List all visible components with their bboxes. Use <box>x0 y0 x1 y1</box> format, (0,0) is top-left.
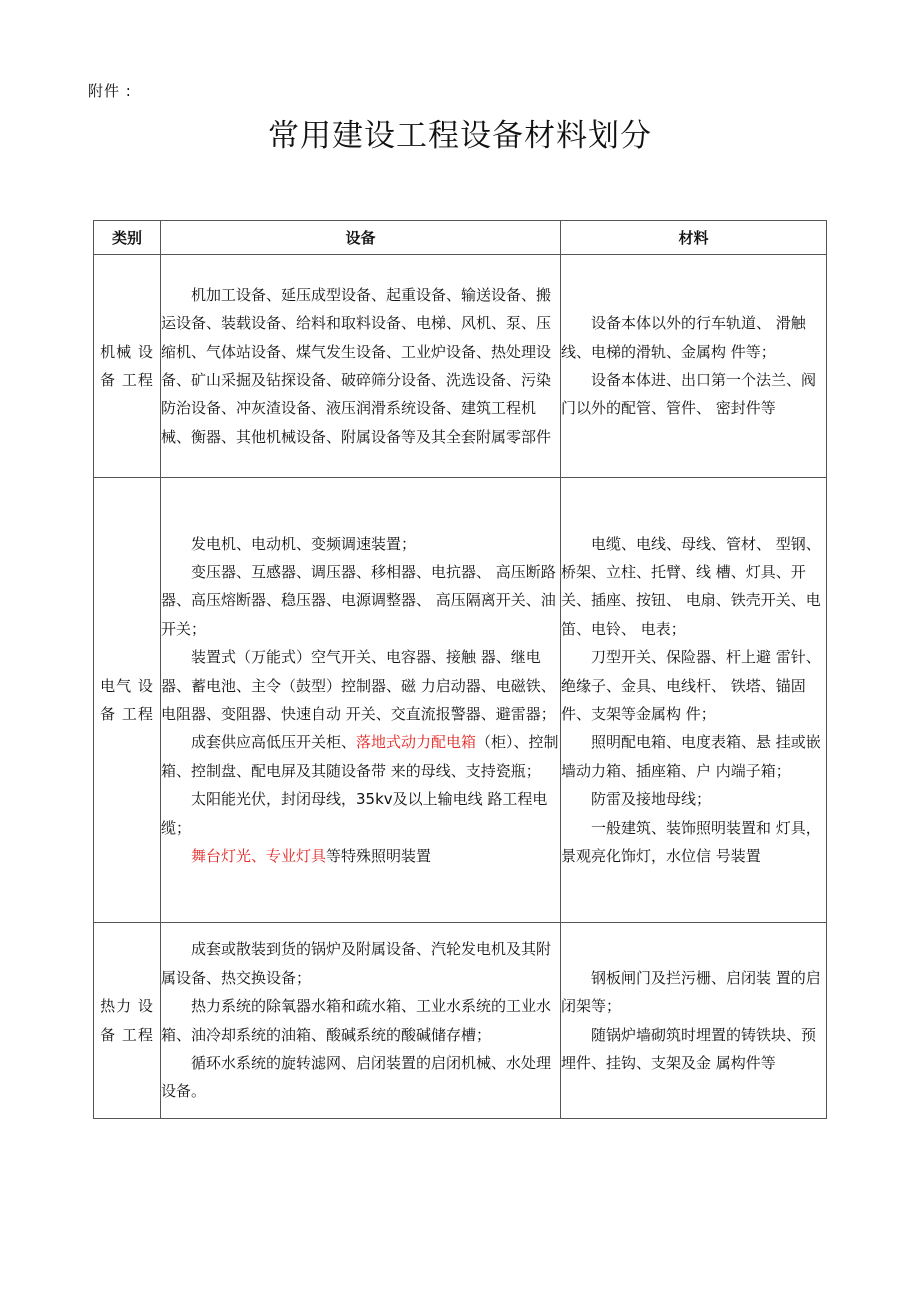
attachment-label: 附件 : <box>88 82 132 100</box>
header-category: 类别 <box>94 221 161 255</box>
materials-paragraph: 刀型开关、保险器、杆上避 雷针、绝缘子、金具、电线杆、 铁塔、锚固件、支架等金属构 件； <box>561 648 821 723</box>
equipment-text: 成套供应高低压开关柜、 <box>191 733 357 752</box>
category-cell <box>94 255 161 478</box>
category-cell <box>94 478 161 923</box>
equipment-paragraph: 机加工设备、延压成型设备、起重设备、输送设备、搬运设备、装载设备、给料和取料设备、电梯、风机、泵、压缩机、气体站设备、煤气发生设备、工业炉设备、热处理设备、矿山采掘及钻探设备、破碎筛分设备、洗选设备、污染防治设备、冲灰渣设备、液压润滑系统设备、建筑工程机械、衡器、其他机械设备、附属设备等及其全套附属零部件 <box>161 285 552 446</box>
equipment-paragraph: 循环水系统的旋转滤网、启闭装置的启闭机械、水处理设备。 <box>161 1053 552 1101</box>
table-row-thermal <box>94 923 827 1119</box>
equipment-paragraph-switchgear <box>161 728 560 785</box>
highlighted-text: 舞台灯光、专业灯具 <box>191 847 327 866</box>
materials-cell <box>561 255 827 478</box>
materials-paragraph: 设备本体进、出口第一个法兰、阀门以外的配管、管件、 密封件等 <box>561 371 817 418</box>
materials-paragraph: 一般建筑、装饰照明装置和 灯具，景观亮化饰灯，水位信 号装置 <box>561 818 821 866</box>
table-header-row <box>94 221 827 255</box>
materials-paragraph: 随锅炉墙砌筑时埋置的铸铁块、预埋件、挂钩、支架及金 属构件等 <box>561 1025 817 1072</box>
category-line: 备 工程 <box>100 371 154 389</box>
table-row-mechanical <box>94 255 827 478</box>
highlighted-text: 落地式动力配电箱 <box>356 733 477 752</box>
equipment-paragraph: 变压器、互感器、调压器、移相器、电抗器、 高压断路器、高压熔断器、稳压器、电源调整器、 高压隔离开关、油开关； <box>161 562 556 638</box>
materials-cell <box>561 923 827 1119</box>
category-line: 备 工程 <box>100 705 154 723</box>
table-row-electrical <box>94 478 827 923</box>
category-line: 机械 设 <box>100 342 154 361</box>
equipment-cell <box>161 478 561 923</box>
header-equipment: 设备 <box>161 221 561 255</box>
materials-paragraph: 电缆、电线、母线、管材、 型钢、桥架、立柱、托臂、线 槽、灯具、开关、插座、按钮、 电扇、铁壳开关、电笛、电铃、 电表； <box>561 534 821 638</box>
equipment-paragraph: 太阳能光伏，封闭母线，35kv及以上输电线 路工程电缆； <box>161 790 548 837</box>
equipment-material-table <box>93 220 827 1119</box>
equipment-paragraph: 成套或散装到货的锅炉及附属设备、汽轮发电机及其附属设备、热交换设备； <box>161 940 552 987</box>
materials-cell <box>561 478 827 923</box>
materials-paragraph: 钢板闸门及拦污栅、启闭装 置的启闭架等； <box>561 968 821 1016</box>
materials-paragraph: 防雷及接地母线； <box>591 790 712 809</box>
materials-paragraph: 设备本体以外的行车轨道、 滑触线、电梯的滑轨、金属构 件等； <box>561 314 806 361</box>
materials-paragraph: 照明配电箱、电度表箱、悬 挂或嵌墙动力箱、插座箱、户 内端子箱； <box>561 733 821 780</box>
equipment-paragraph: 热力系统的除氧器水箱和疏水箱、工业水系统的工业水箱、油冷却系统的油箱、酸碱系统的酸碱储存槽； <box>161 997 552 1044</box>
category-line: 备 工程 <box>100 1025 154 1044</box>
equipment-text: 等特殊照明装置 <box>326 847 432 866</box>
category-cell <box>94 923 161 1119</box>
header-materials: 材料 <box>561 221 827 255</box>
equipment-cell <box>161 255 561 478</box>
equipment-cell <box>161 923 561 1119</box>
document-title: 常用建设工程设备材料划分 <box>268 118 652 154</box>
category-line: 电气 设 <box>100 676 154 695</box>
equipment-text: （柜）、控制箱、控制盘、配电屏及其随设备带 来的母线、支持瓷瓶； <box>161 733 559 780</box>
equipment-paragraph: 发电机、电动机、变频调速装置； <box>191 534 417 553</box>
equipment-paragraph: 装置式（万能式）空气开关、电容器、接触 器、继电器、蓄电池、主令（鼓型）控制器、磁 力启动器、电磁铁、电阻器、变阻器、快速自动 开关、交直流报警器、避雷器； <box>161 648 556 723</box>
equipment-paragraph-lighting <box>161 842 560 870</box>
category-line: 热力 设 <box>100 997 154 1016</box>
